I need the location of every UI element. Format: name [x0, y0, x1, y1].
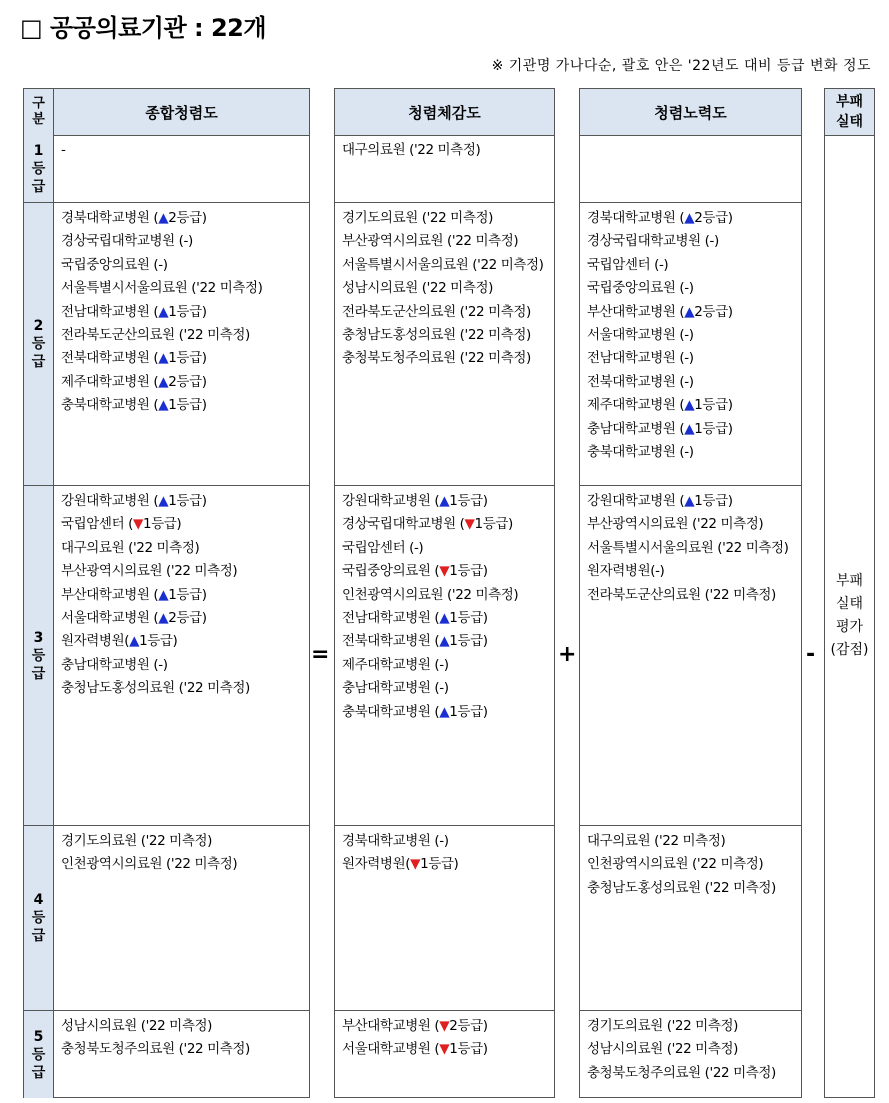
- institution-entry: [61, 207, 309, 230]
- institution-entry: [587, 301, 801, 324]
- integrity-effort-header: 청렴노력도: [580, 89, 801, 136]
- grade-label-char: 4: [33, 892, 44, 908]
- grade-label-char: 급: [31, 1064, 46, 1081]
- grade-change: 1등급): [168, 493, 207, 509]
- institution-entry: [342, 207, 554, 230]
- corruption-header-line: 부패: [835, 94, 864, 110]
- overall-integrity-header: 종합청렴도: [54, 89, 309, 136]
- grade-change: 1등급): [449, 633, 488, 650]
- overall-integrity-column: [53, 88, 310, 1098]
- institution-entry: [587, 230, 801, 253]
- institution-entry: [61, 560, 309, 583]
- institution-entry: [342, 630, 554, 653]
- grade-label-char: 급: [31, 354, 46, 370]
- institution-name: 국립암센터 (-): [587, 256, 669, 273]
- grade-change: 1등급): [168, 397, 207, 414]
- institution-name: 인천광역시의료원 ('22 미측정): [61, 856, 238, 873]
- institution-name: 경북대학교병원 (: [61, 210, 159, 226]
- institution-entry: [587, 1038, 801, 1061]
- institution-name: 전북대학교병원 (: [61, 350, 159, 367]
- grade-label-char: 급: [31, 928, 46, 944]
- institution-name: 경북대학교병원 (: [587, 210, 685, 226]
- institution-name: 부산광역시의료원 ('22 미측정): [61, 563, 238, 580]
- grade-change: 1등급): [694, 420, 733, 437]
- grade-cell: [335, 486, 554, 826]
- grade-cell: [580, 203, 801, 486]
- institution-entry: [61, 277, 309, 300]
- grade-header-char: 분: [32, 112, 45, 127]
- institution-name: 전남대학교병원 (: [61, 303, 159, 320]
- grade-cell: [54, 826, 309, 1011]
- grade-change: 1등급): [449, 1041, 488, 1058]
- corruption-evaluation-text: [825, 135, 874, 1097]
- institution-entry: [342, 607, 554, 630]
- grade-cell: [580, 135, 801, 203]
- institution-name: 전라북도군산의료원 ('22 미측정): [342, 303, 531, 320]
- grade-change: 1등급): [139, 633, 178, 650]
- institution-entry: [587, 513, 801, 536]
- institution-entry: [61, 254, 309, 277]
- grade-up-icon: ▲: [158, 610, 169, 627]
- institution-entry: [342, 324, 554, 347]
- institution-entry: [587, 254, 801, 277]
- institution-entry: [587, 830, 801, 853]
- grade-label-char: 등: [31, 910, 46, 926]
- institution-name: 대구의료원 ('22 미측정): [342, 142, 481, 158]
- grade-label-char: 2: [33, 318, 44, 334]
- institution-entry: [587, 537, 801, 560]
- institution-name: 국립중앙의료원 (-): [587, 280, 694, 297]
- grade-up-icon: ▲: [158, 210, 169, 226]
- grade-cell: [580, 486, 801, 826]
- grade-cell: [54, 135, 309, 203]
- grade-cell: [580, 1011, 801, 1098]
- corruption-column: [824, 88, 875, 1098]
- corruption-body-line: 평가: [835, 619, 864, 635]
- institution-name: 부산대학교병원 (: [342, 1018, 440, 1034]
- grade-down-icon: ▼: [410, 856, 421, 873]
- institution-name: 경북대학교병원 (-): [342, 833, 449, 849]
- institution-name: 국립중앙의료원 (-): [61, 256, 168, 273]
- page-title: □ 공공의료기관 : 22개: [20, 14, 267, 42]
- grade-up-icon: ▲: [684, 420, 695, 437]
- grade-up-icon: ▲: [439, 610, 450, 627]
- institution-entry: [587, 418, 801, 441]
- institution-entry: [61, 394, 309, 417]
- institution-name: 충남대학교병원 (: [587, 420, 685, 437]
- grade-up-icon: ▲: [684, 303, 695, 320]
- grade-label: [24, 486, 53, 826]
- grade-change: 1등급): [449, 703, 488, 720]
- institution-name: 제주대학교병원 (: [587, 397, 685, 414]
- institution-name: 강원대학교병원 (: [61, 493, 159, 509]
- corruption-body-line: 실태: [835, 596, 864, 612]
- institution-name: 경상국립대학교병원 (-): [61, 233, 193, 250]
- corruption-body-line: (감점): [830, 642, 869, 658]
- institution-name: 대구의료원 ('22 미측정): [587, 833, 726, 849]
- grade-up-icon: ▲: [684, 493, 695, 509]
- grade-label: [24, 826, 53, 1011]
- institution-entry: [61, 139, 309, 162]
- institution-name: 서울대학교병원 (: [342, 1041, 440, 1058]
- grade-change: 1등급): [168, 350, 207, 367]
- institution-entry: [587, 347, 801, 370]
- grade-label-char: 등: [31, 1046, 46, 1063]
- institution-name: 전남대학교병원 (-): [587, 350, 694, 367]
- grade-up-icon: ▲: [158, 397, 169, 414]
- institution-entry: [61, 584, 309, 607]
- institution-name: 강원대학교병원 (: [342, 493, 440, 509]
- equals-operator: =: [311, 642, 330, 667]
- institution-name: 서울특별시서울의료원 ('22 미측정): [342, 256, 544, 273]
- grade-down-icon: ▼: [132, 516, 143, 533]
- grade-change: 1등급): [142, 516, 182, 533]
- institution-name: 성남시의료원 ('22 미측정): [342, 280, 493, 297]
- integrity-effort-column: [579, 88, 802, 1098]
- institution-entry: [342, 513, 554, 536]
- grade-up-icon: ▲: [158, 493, 169, 509]
- institution-entry: [587, 490, 801, 513]
- institution-entry: [61, 324, 309, 347]
- grade-label-char: 3: [33, 629, 44, 646]
- grade-change: 2등급): [168, 210, 207, 226]
- grade-change: 2등급): [168, 610, 207, 627]
- institution-name: 원자력병원(: [61, 633, 130, 650]
- institution-entry: [342, 1038, 554, 1061]
- grade-label-char: 급: [31, 665, 46, 682]
- grade-change: 1등급): [474, 516, 513, 533]
- institution-entry: [342, 677, 554, 700]
- institution-entry: [587, 1062, 801, 1085]
- institution-name: 충북대학교병원 (-): [587, 444, 694, 461]
- institution-entry: [587, 877, 801, 900]
- institution-name: 전북대학교병원 (-): [587, 373, 694, 390]
- corruption-body-line: 부패: [835, 573, 864, 589]
- grade-change: 1등급): [168, 586, 207, 603]
- institution-name: 경상국립대학교병원 (: [342, 516, 465, 533]
- grade-change: 2등급): [168, 373, 207, 390]
- grade-cell: [335, 135, 554, 203]
- institution-name: 충청남도홍성의료원 ('22 미측정): [61, 680, 250, 697]
- institution-entry: [587, 853, 801, 876]
- grade-change: 1등급): [449, 563, 488, 580]
- grade-label-char: 등: [31, 160, 46, 177]
- grade-down-icon: ▼: [464, 516, 475, 533]
- institution-name: 부산대학교병원 (: [61, 586, 159, 603]
- grade-change: 1등급): [449, 493, 488, 509]
- grade-column-header: [24, 89, 53, 136]
- institution-entry: [342, 1015, 554, 1038]
- institution-name: 충청남도홍성의료원 ('22 미측정): [587, 879, 776, 896]
- institution-name: 서울특별시서울의료원 ('22 미측정): [61, 280, 263, 297]
- grade-label-char: 급: [31, 178, 46, 195]
- grade-change: 1등급): [694, 397, 733, 414]
- institution-name: 부산광역시의료원 ('22 미측정): [587, 516, 764, 533]
- grade-column: [23, 88, 54, 1098]
- grade-cell: [335, 1011, 554, 1098]
- institution-name: 국립암센터 (: [61, 516, 133, 533]
- grade-change: 1등급): [449, 610, 488, 627]
- institution-name: 충청북도청주의료원 ('22 미측정): [587, 1064, 776, 1081]
- grade-cell: [54, 1011, 309, 1098]
- institution-name: 부산대학교병원 (: [587, 303, 685, 320]
- grade-up-icon: ▲: [158, 373, 169, 390]
- institution-name: 충북대학교병원 (: [342, 703, 440, 720]
- grade-up-icon: ▲: [158, 586, 169, 603]
- corruption-column-header: [825, 89, 874, 136]
- institution-name: 경상국립대학교병원 (-): [587, 233, 719, 250]
- grade-change: 2등급): [694, 210, 733, 226]
- institution-name: 원자력병원(: [342, 856, 411, 873]
- institution-entry: [342, 139, 554, 162]
- grade-label-char: 5: [33, 1028, 44, 1045]
- grade-up-icon: ▲: [439, 703, 450, 720]
- institution-name: 원자력병원(-): [587, 563, 665, 580]
- institution-name: 국립암센터 (-): [342, 539, 424, 556]
- institution-entry: [342, 254, 554, 277]
- institution-entry: [587, 441, 801, 464]
- institution-name: 전북대학교병원 (: [342, 633, 440, 650]
- institution-name: 충남대학교병원 (-): [342, 680, 449, 697]
- grade-cell: [335, 826, 554, 1011]
- institution-entry: [342, 701, 554, 724]
- grade-change: 1등급): [168, 303, 207, 320]
- grade-cell: [580, 826, 801, 1011]
- grade-up-icon: ▲: [439, 493, 450, 509]
- institution-entry: [61, 490, 309, 513]
- grade-label: [24, 203, 53, 486]
- institution-entry: [342, 230, 554, 253]
- institution-entry: [587, 324, 801, 347]
- grade-up-icon: ▲: [158, 303, 169, 320]
- institution-name: 성남시의료원 ('22 미측정): [587, 1041, 738, 1058]
- institution-entry: [342, 853, 554, 876]
- legend-note: ※ 기관명 가나다순, 괄호 안은 '22년도 대비 등급 변화 정도: [491, 58, 871, 74]
- institution-entry: [61, 654, 309, 677]
- institution-name: -: [61, 142, 66, 158]
- grade-down-icon: ▼: [439, 1041, 450, 1058]
- institution-name: 경기도의료원 ('22 미측정): [587, 1018, 738, 1034]
- institution-name: 충청남도홍성의료원 ('22 미측정): [342, 327, 531, 344]
- institution-name: 충청북도청주의료원 ('22 미측정): [342, 350, 531, 367]
- institution-entry: [342, 301, 554, 324]
- institution-entry: [587, 584, 801, 607]
- grade-label-char: 등: [31, 336, 46, 352]
- institution-entry: [342, 537, 554, 560]
- institution-entry: [342, 277, 554, 300]
- grade-up-icon: ▲: [129, 633, 140, 650]
- institution-name: 국립중앙의료원 (: [342, 563, 440, 580]
- institution-entry: [587, 560, 801, 583]
- institution-name: 강원대학교병원 (: [587, 493, 685, 509]
- institution-name: 제주대학교병원 (: [61, 373, 159, 390]
- institution-name: 충청북도청주의료원 ('22 미측정): [61, 1041, 250, 1058]
- perceived-integrity-column: [334, 88, 555, 1098]
- institution-name: 충북대학교병원 (: [61, 397, 159, 414]
- grade-cell: [335, 203, 554, 486]
- institution-entry: [342, 584, 554, 607]
- institution-entry: [61, 347, 309, 370]
- institution-entry: [342, 347, 554, 370]
- grade-change: 1등급): [420, 856, 459, 873]
- institution-name: 서울대학교병원 (-): [587, 327, 694, 344]
- institution-entry: [587, 277, 801, 300]
- institution-name: 충남대학교병원 (-): [61, 656, 168, 673]
- institution-entry: [61, 630, 309, 653]
- institution-name: 전라북도군산의료원 ('22 미측정): [61, 327, 250, 344]
- institution-name: 제주대학교병원 (-): [342, 656, 449, 673]
- institution-entry: [61, 853, 309, 876]
- institution-entry: [61, 537, 309, 560]
- institution-name: 경기도의료원 ('22 미측정): [342, 210, 493, 226]
- grade-label: [24, 135, 53, 203]
- institution-entry: [61, 1038, 309, 1061]
- institution-entry: [587, 394, 801, 417]
- institution-name: 인천광역시의료원 ('22 미측정): [587, 856, 764, 873]
- grade-down-icon: ▼: [439, 1018, 450, 1034]
- grade-change: 2등급): [449, 1018, 488, 1034]
- minus-operator: -: [806, 642, 816, 667]
- grade-label: [24, 1011, 53, 1098]
- institution-name: 경기도의료원 ('22 미측정): [61, 833, 212, 849]
- institution-entry: [342, 490, 554, 513]
- institution-entry: [61, 230, 309, 253]
- institution-entry: [61, 1015, 309, 1038]
- institution-entry: [61, 513, 309, 536]
- grade-cell: [54, 486, 309, 826]
- institution-entry: [342, 560, 554, 583]
- institution-name: 전남대학교병원 (: [342, 610, 440, 627]
- institution-name: 서울대학교병원 (: [61, 610, 159, 627]
- institution-entry: [587, 371, 801, 394]
- institution-name: 부산광역시의료원 ('22 미측정): [342, 233, 519, 250]
- corruption-header-line: 실태: [835, 114, 864, 130]
- grade-cell: [54, 203, 309, 486]
- grade-up-icon: ▲: [684, 397, 695, 414]
- institution-entry: [61, 301, 309, 324]
- perceived-integrity-header: 청렴체감도: [335, 89, 554, 136]
- grade-down-icon: ▼: [439, 563, 450, 580]
- institution-name: 대구의료원 ('22 미측정): [61, 539, 200, 556]
- institution-name: 전라북도군산의료원 ('22 미측정): [587, 586, 776, 603]
- institution-name: 성남시의료원 ('22 미측정): [61, 1018, 212, 1034]
- grade-change: 1등급): [694, 493, 733, 509]
- institution-entry: [61, 607, 309, 630]
- grade-change: 2등급): [694, 303, 733, 320]
- grade-up-icon: ▲: [684, 210, 695, 226]
- grade-label-char: 등: [31, 647, 46, 664]
- institution-entry: [587, 207, 801, 230]
- institution-entry: [587, 1015, 801, 1038]
- grade-up-icon: ▲: [158, 350, 169, 367]
- institution-entry: [61, 371, 309, 394]
- institution-entry: [61, 830, 309, 853]
- institution-name: 인천광역시의료원 ('22 미측정): [342, 586, 519, 603]
- grade-label-char: 1: [33, 142, 44, 159]
- institution-entry: [61, 677, 309, 700]
- grade-up-icon: ▲: [439, 633, 450, 650]
- institution-entry: [342, 830, 554, 853]
- plus-operator: +: [558, 642, 577, 667]
- grade-header-char: 구: [32, 96, 45, 111]
- institution-name: 서울특별시서울의료원 ('22 미측정): [587, 539, 789, 556]
- institution-entry: [342, 654, 554, 677]
